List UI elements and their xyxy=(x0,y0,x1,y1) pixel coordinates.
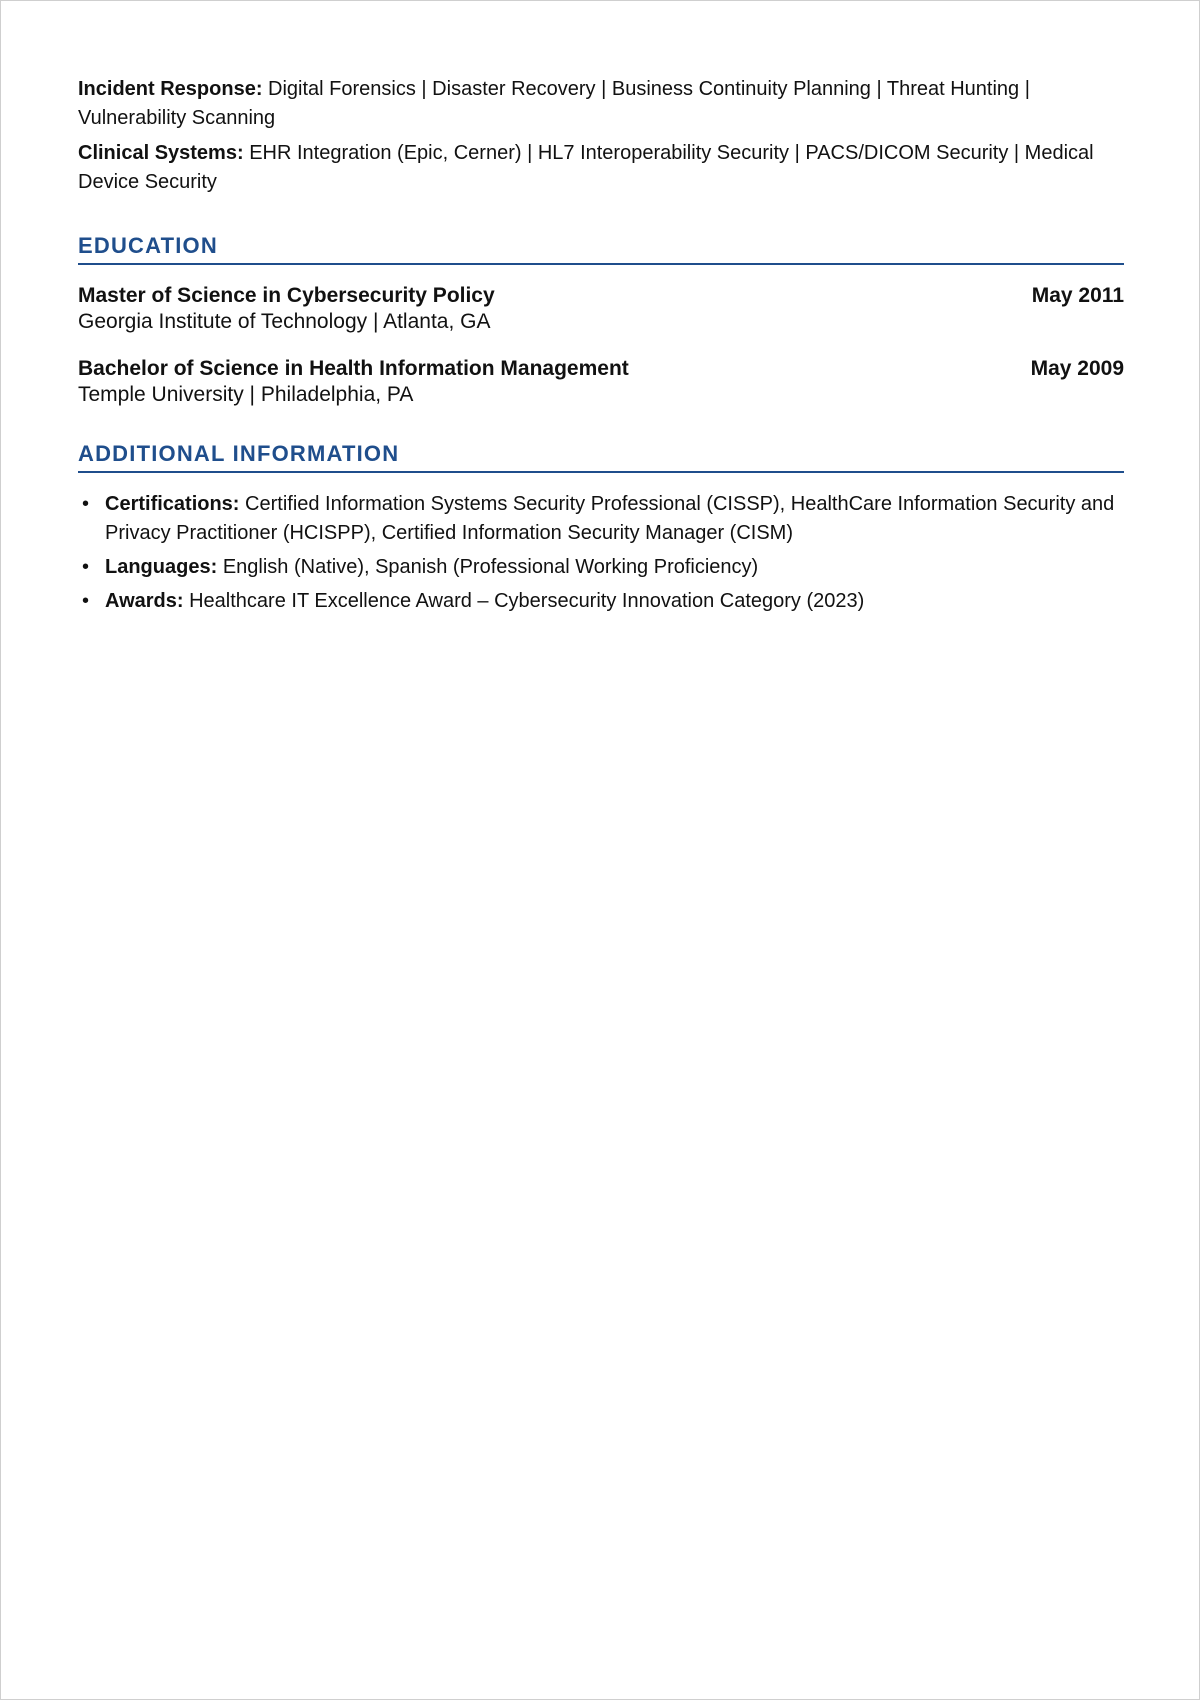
education-entry xyxy=(78,356,1124,408)
skill-label: Incident Response: xyxy=(78,78,263,100)
additional-information-section xyxy=(78,441,1124,616)
bullet-icon: • xyxy=(82,556,90,578)
skill-text: Digital Forensics | Disaster Recovery | Business Continuity Planning | Threat Hunting | Vulnerability Scanning xyxy=(78,78,1030,129)
skill-label: Clinical Systems: xyxy=(78,142,244,164)
bullet-icon: • xyxy=(82,590,90,612)
skill-text: EHR Integration (Epic, Cerner) | HL7 Interoperability Security | PACS/DICOM Security | Medical Device Security xyxy=(78,142,1094,193)
list-item xyxy=(78,587,1124,616)
item-label: Certifications: xyxy=(105,493,240,515)
education-entry xyxy=(78,283,1124,335)
item-label: Awards: xyxy=(105,590,184,612)
education-entry-header xyxy=(78,356,1124,382)
list-item xyxy=(78,553,1124,582)
school-location: Temple University | Philadelphia, PA xyxy=(78,383,414,406)
graduation-date: May 2011 xyxy=(1031,284,1124,307)
graduation-date: May 2009 xyxy=(1030,357,1124,380)
item-text: Certified Information Systems Security Professional (CISSP), HealthCare Information Security and Privacy Practitioner (HCISPP), Certified Information Security Manager (CISM) xyxy=(105,493,1115,544)
degree-title: Bachelor of Science in Health Information Management xyxy=(78,357,629,380)
additional-information-heading: ADDITIONAL INFORMATION xyxy=(78,441,1124,473)
education-section xyxy=(78,233,1124,408)
additional-information-list xyxy=(78,490,1124,616)
education-heading: EDUCATION xyxy=(78,233,1124,265)
education-entry-header xyxy=(78,283,1124,309)
resume-content xyxy=(78,75,1124,621)
item-text: Healthcare IT Excellence Award – Cybersecurity Innovation Category (2023) xyxy=(189,590,865,612)
item-label: Languages: xyxy=(105,556,218,578)
skill-line-clinical-systems xyxy=(78,139,1124,197)
item-text: English (Native), Spanish (Professional Working Proficiency) xyxy=(222,556,759,578)
skill-line-incident-response xyxy=(78,75,1124,133)
bullet-icon: • xyxy=(82,493,90,515)
degree-title: Master of Science in Cybersecurity Policy xyxy=(78,284,495,307)
skills-block xyxy=(78,75,1124,197)
school-location: Georgia Institute of Technology | Atlanta, GA xyxy=(78,310,491,333)
list-item xyxy=(78,490,1124,548)
